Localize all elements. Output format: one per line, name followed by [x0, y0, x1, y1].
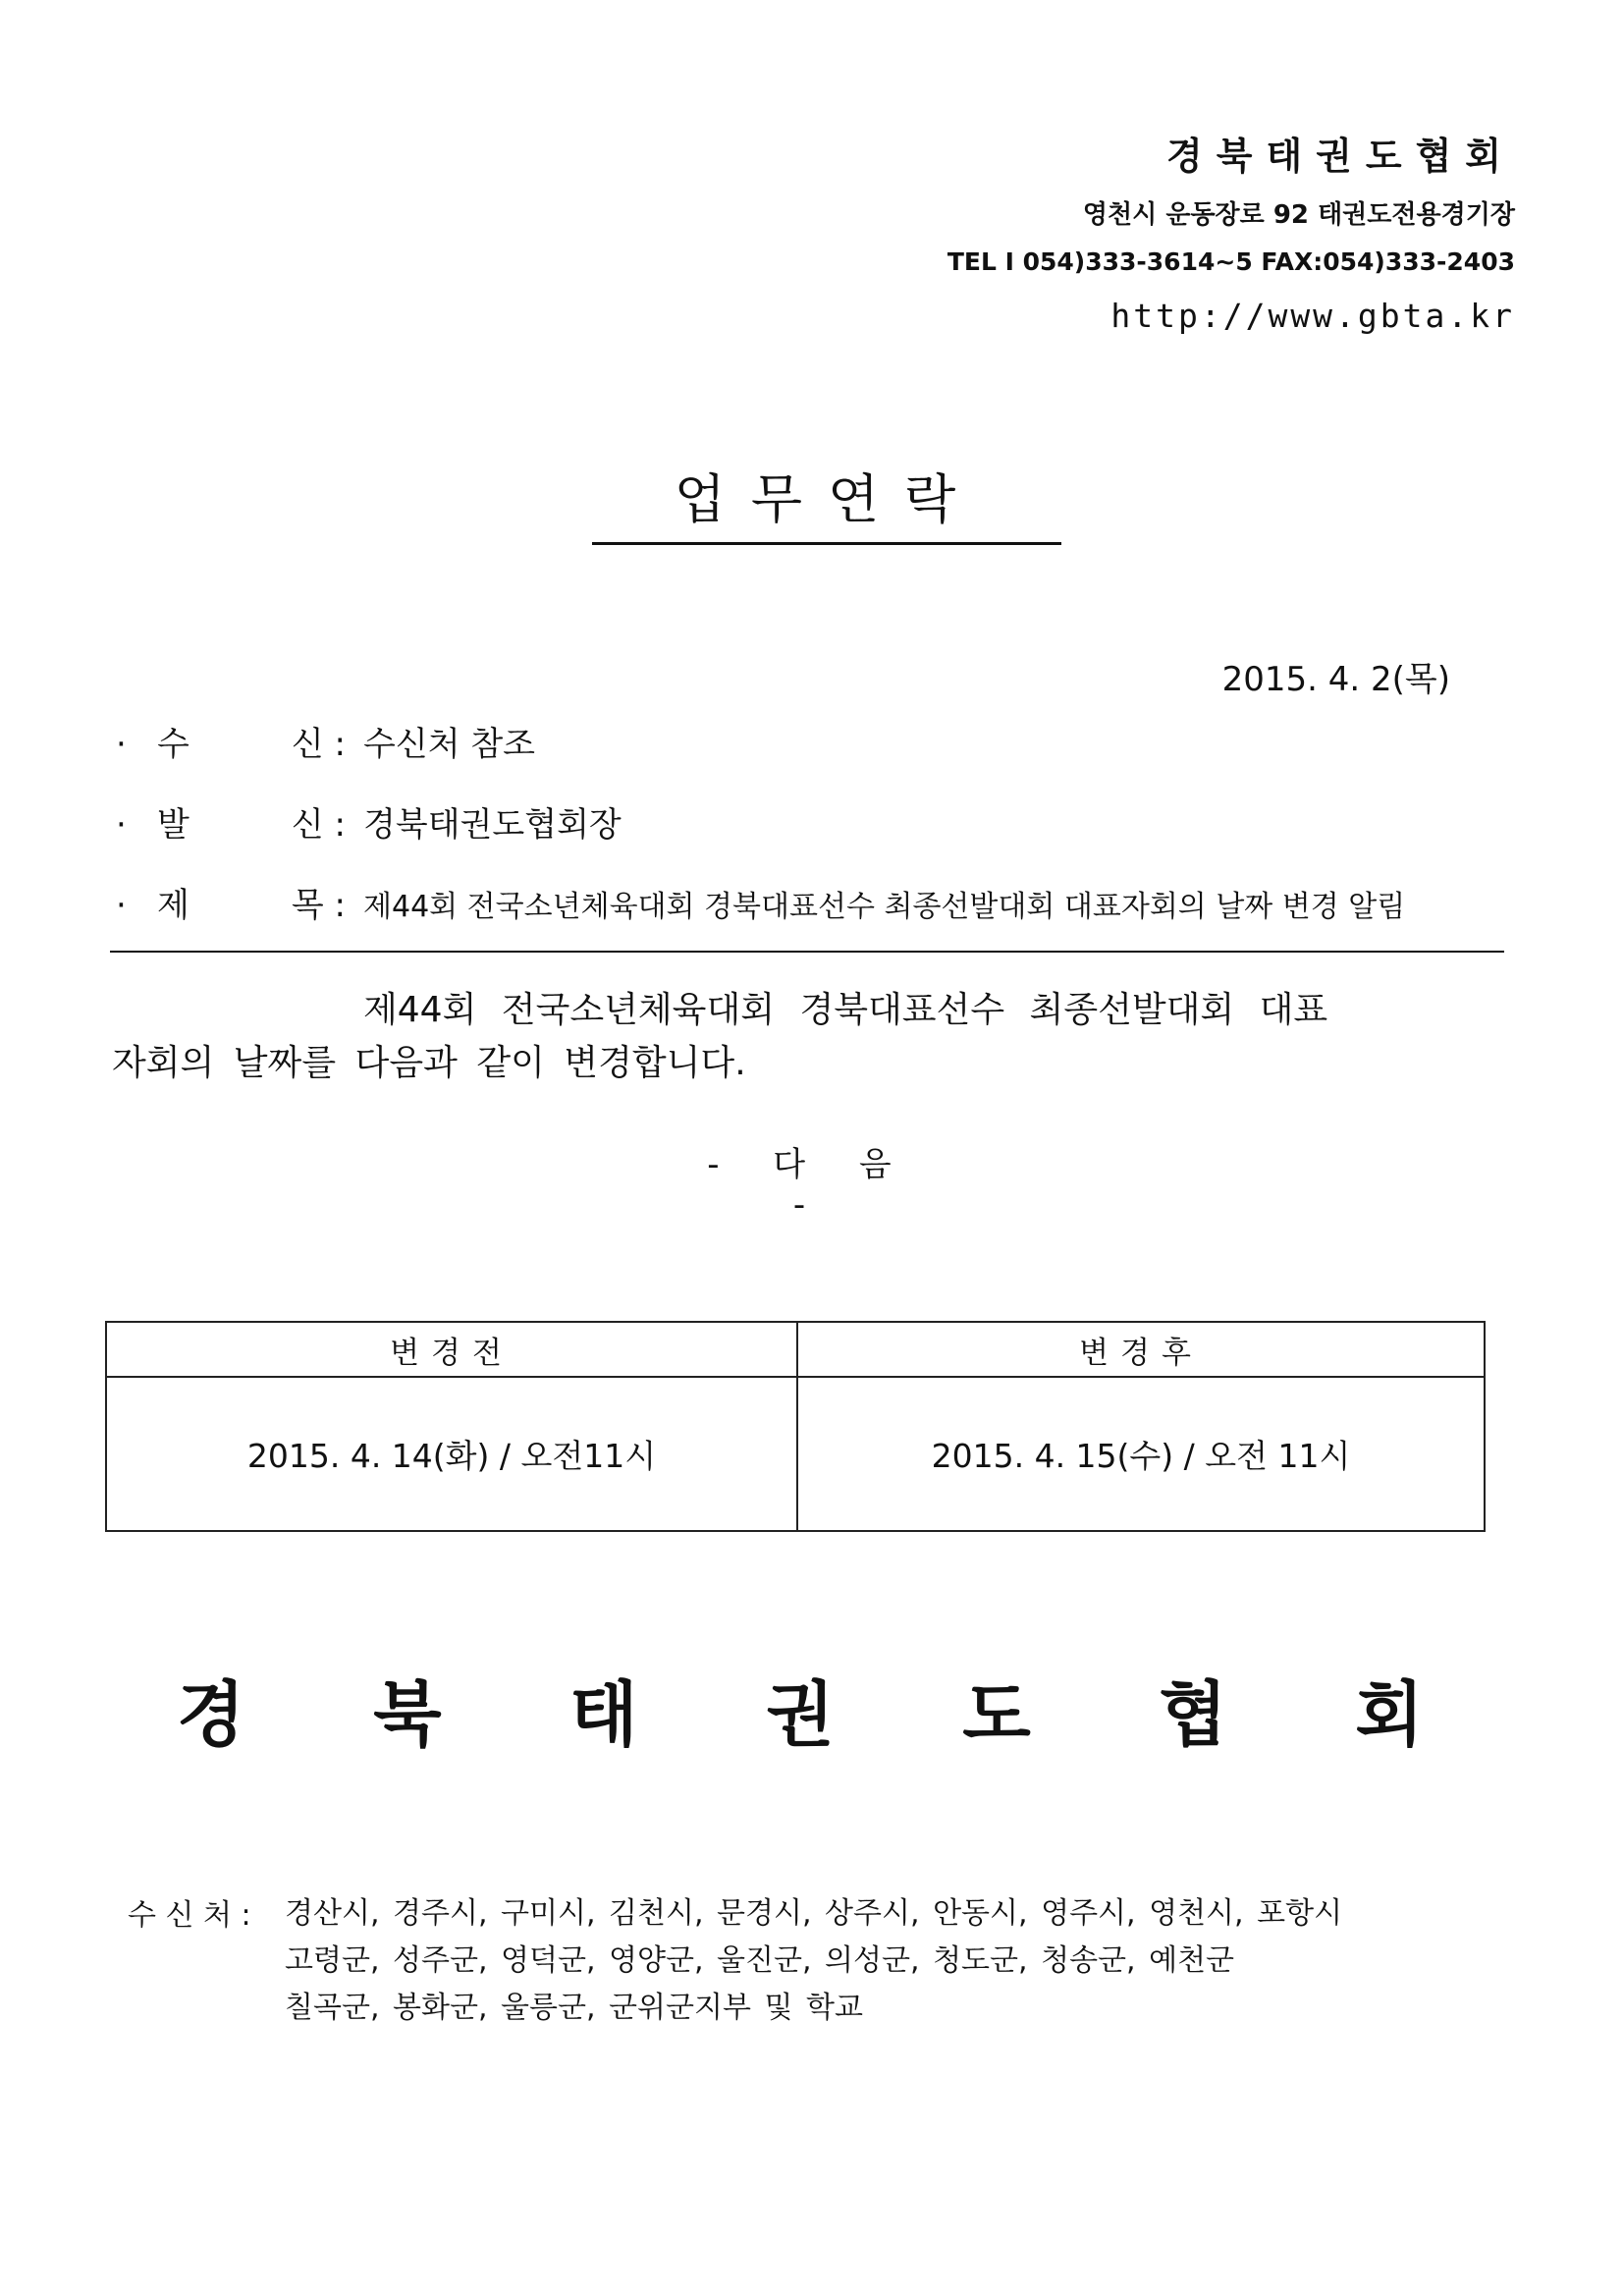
- org-name: 경북태권도협회: [1166, 135, 1515, 178]
- meta-label-part: 수: [157, 725, 189, 764]
- meta-label-subject: [157, 878, 363, 926]
- footer-org-name: [177, 1658, 1424, 1760]
- recipients-list: [285, 1890, 1342, 2032]
- meta-label-part: 제: [157, 886, 189, 925]
- footer-org-char: 태: [569, 1673, 638, 1756]
- table-header-before: 변경전: [107, 1323, 798, 1378]
- body-text-line-1: 제44회 전국소년체육대회 경북대표선수 최종선발대회 대표: [363, 990, 1328, 1030]
- document-title: 업무연락: [674, 468, 982, 530]
- meta-label-part: 신 :: [291, 805, 346, 845]
- footer-org-char: 북: [373, 1673, 442, 1756]
- document-date: 2015. 4. 2(목): [1221, 660, 1450, 699]
- meta-row-from: [116, 797, 622, 846]
- recipients-line: 칠곡군, 봉화군, 울릉군, 군위군지부 및 학교: [285, 1991, 863, 2025]
- meta-row-to: [116, 717, 535, 765]
- recipients-line: 경산시, 경주시, 구미시, 김천시, 문경시, 상주시, 안동시, 영주시, 영천시, 포항시: [285, 1896, 1343, 1931]
- bullet: ·: [116, 886, 127, 925]
- org-website: http://www.gbta.kr: [1110, 297, 1515, 335]
- bullet: ·: [116, 805, 127, 845]
- meta-value-from: 경북태권도협회장: [363, 805, 622, 845]
- meta-label-part: 신 :: [291, 725, 346, 764]
- recipients-label: 수 신 처 :: [128, 1898, 251, 1933]
- org-tel-fax: TEL I 054)333-3614~5 FAX:054)333-2403: [947, 247, 1515, 276]
- subject-divider: [110, 951, 1504, 953]
- meta-value-to: 수신처 참조: [363, 725, 536, 764]
- bullet: ·: [116, 725, 127, 764]
- org-address: 영천시 운동장로 92 태권도전용경기장: [1082, 200, 1515, 230]
- footer-org-char: 경: [177, 1673, 245, 1756]
- footer-org-char: 회: [1355, 1673, 1424, 1756]
- meta-value-subject: 제44회 전국소년체육대회 경북대표선수 최종선발대회 대표자회의 날짜 변경 알림: [363, 890, 1406, 924]
- meta-label-from: [157, 797, 363, 846]
- title-underline: [592, 542, 1061, 545]
- table-header-after: 변경후: [798, 1323, 1484, 1378]
- footer-org-char: 도: [962, 1673, 1031, 1756]
- footer-org-char: 권: [766, 1673, 835, 1756]
- meta-label-part: 발: [157, 805, 189, 845]
- meta-label-to: [157, 717, 363, 765]
- change-table: [105, 1321, 1486, 1532]
- next-heading: - 다 음 -: [707, 1145, 913, 1225]
- recipients-line: 고령군, 성주군, 영덕군, 영양군, 울진군, 의성군, 청도군, 청송군, 예천군: [285, 1943, 1235, 1978]
- table-cell-before: 2015. 4. 14(화) / 오전11시: [107, 1378, 798, 1530]
- footer-org-char: 협: [1159, 1673, 1227, 1756]
- meta-label-part: 목 :: [291, 886, 346, 925]
- recipients-block: [128, 1890, 1342, 2032]
- body-text-line-2: 자회의 날짜를 다음과 같이 변경합니다.: [112, 1043, 746, 1083]
- table-cell-after: 2015. 4. 15(수) / 오전 11시: [931, 1437, 1351, 1475]
- meta-row-subject: [116, 878, 1405, 926]
